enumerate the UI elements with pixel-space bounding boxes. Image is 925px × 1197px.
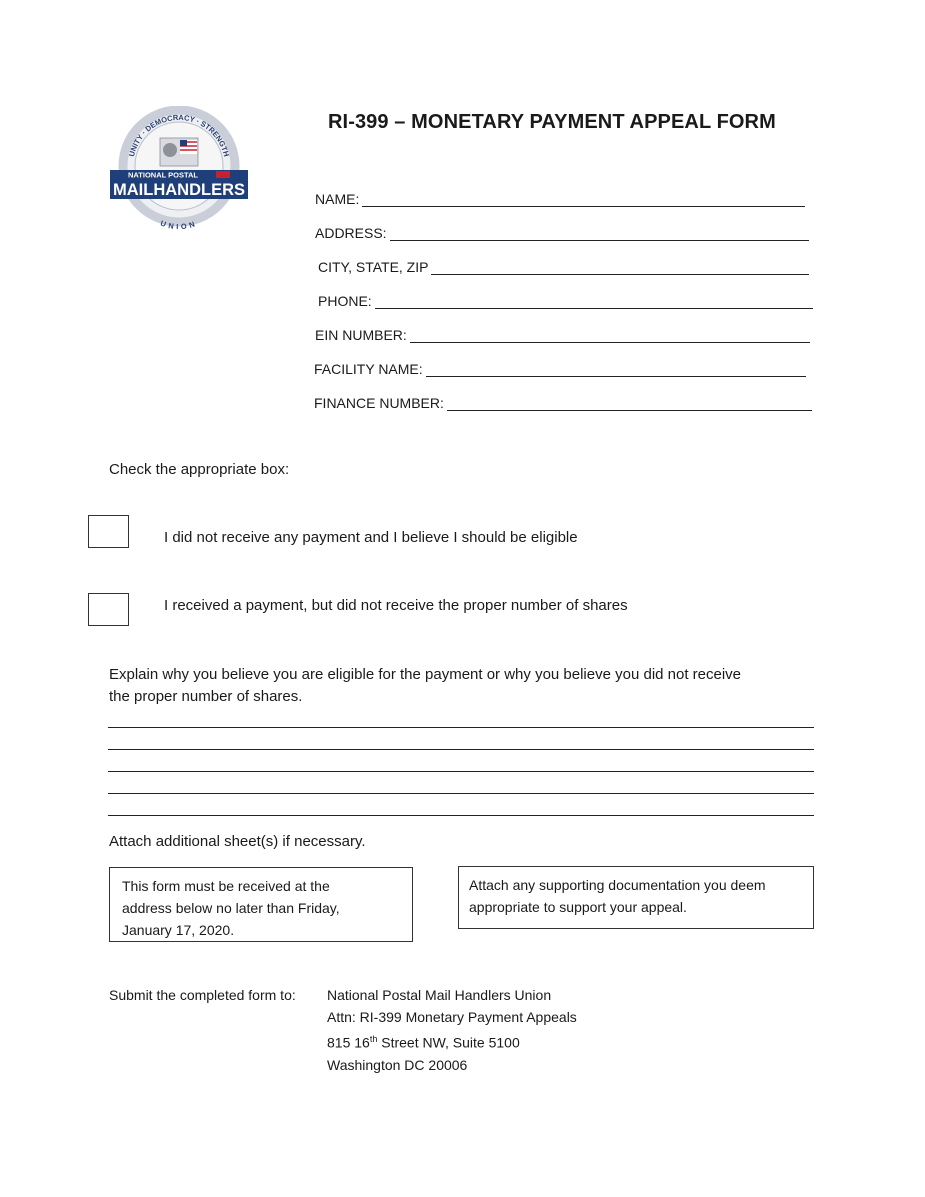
attach-note: Attach additional sheet(s) if necessary.: [109, 833, 366, 850]
phone-input-line[interactable]: [375, 294, 813, 309]
deadline-line2: address below no later than Friday,: [122, 900, 340, 916]
city-state-zip-input-line[interactable]: [431, 260, 809, 275]
address-line2: Attn: RI-399 Monetary Payment Appeals: [327, 1009, 577, 1025]
deadline-box: [109, 867, 413, 942]
explain-answer-line-1[interactable]: [108, 727, 814, 728]
name-label: NAME:: [315, 191, 360, 207]
wrong-shares-option-label: I received a payment, but did not receive the proper number of shares: [164, 597, 628, 614]
logo-banner-line2: MAILHANDLERS: [113, 180, 245, 199]
address-field[interactable]: [315, 221, 809, 241]
finance-number-input-line[interactable]: [447, 396, 812, 411]
finance-number-field[interactable]: [314, 391, 812, 411]
check-instruction: Check the appropriate box:: [109, 461, 290, 478]
address-line1: National Postal Mail Handlers Union: [327, 987, 552, 1003]
address-line4: Washington DC 20006: [327, 1056, 468, 1073]
city-state-zip-field[interactable]: [318, 255, 809, 275]
form-title: RI-399 – MONETARY PAYMENT APPEAL FORM: [328, 111, 776, 133]
wrong-shares-checkbox[interactable]: [88, 593, 129, 626]
address-input-line[interactable]: [390, 226, 809, 241]
deadline-line3: January 17, 2020.: [122, 922, 235, 938]
logo-ring-text-top: UNITY · DEMOCRACY · STRENGTH: [127, 112, 231, 158]
mailing-address: [327, 984, 577, 1076]
finance-number-label: FINANCE NUMBER:: [314, 395, 444, 411]
explain-prompt-line2: the proper number of shares.: [109, 688, 303, 705]
submit-label: Submit the completed form to:: [109, 987, 296, 1003]
logo-ring-text-bottom: UNION: [159, 218, 199, 232]
no-payment-checkbox[interactable]: [88, 515, 129, 548]
phone-field[interactable]: [318, 289, 813, 309]
no-payment-option-label: I did not receive any payment and I believe I should be eligible: [164, 529, 578, 546]
supporting-docs-box: [458, 866, 814, 929]
address-label: ADDRESS:: [315, 225, 387, 241]
facility-name-label: FACILITY NAME:: [314, 361, 423, 377]
supporting-docs-line2: appropriate to support your appeal.: [469, 899, 687, 915]
facility-name-input-line[interactable]: [426, 362, 806, 377]
union-logo: [108, 106, 250, 232]
city-state-zip-label: CITY, STATE, ZIP: [318, 259, 429, 275]
explain-answer-line-5[interactable]: [108, 815, 814, 816]
ein-number-label: EIN NUMBER:: [315, 327, 407, 343]
phone-label: PHONE:: [318, 293, 372, 309]
name-input-line[interactable]: [362, 192, 805, 207]
supporting-docs-line1: Attach any supporting documentation you deem: [469, 877, 766, 893]
explain-answer-line-4[interactable]: [108, 793, 814, 794]
explain-answer-line-2[interactable]: [108, 749, 814, 750]
deadline-line1: This form must be received at the: [122, 878, 330, 894]
explain-answer-line-3[interactable]: [108, 771, 814, 772]
ein-number-input-line[interactable]: [410, 328, 810, 343]
address-line3: 815 16th Street NW, Suite 5100: [327, 1034, 520, 1051]
ein-number-field[interactable]: [315, 323, 810, 343]
logo-banner-line1: NATIONAL POSTAL: [128, 170, 198, 180]
explain-prompt-line1: Explain why you believe you are eligible for the payment or why you believe you did not receive: [109, 666, 742, 683]
facility-name-field[interactable]: [314, 357, 806, 377]
name-field[interactable]: [315, 187, 805, 207]
